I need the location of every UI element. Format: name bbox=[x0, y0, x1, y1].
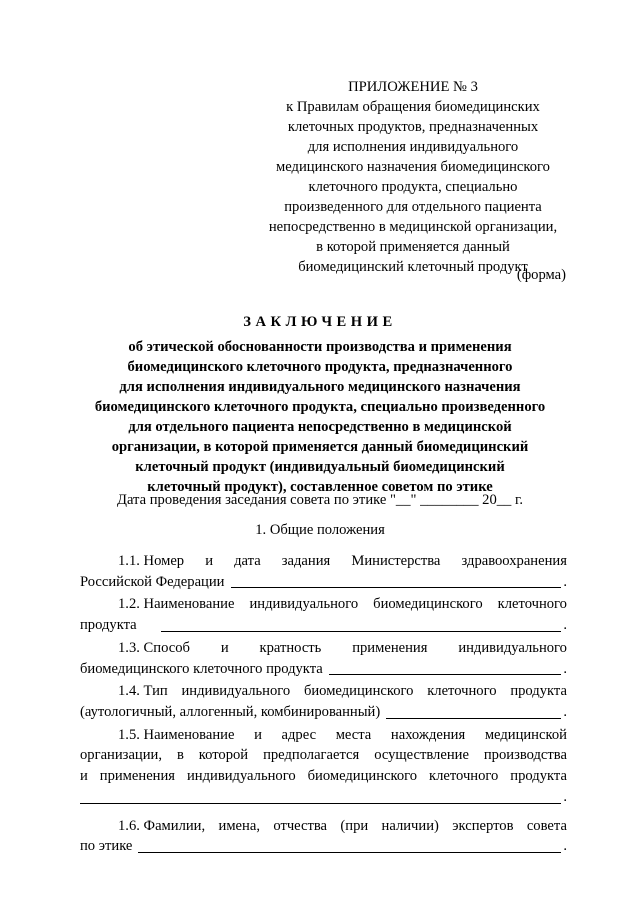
word: производства bbox=[483, 747, 567, 764]
word: организации, bbox=[80, 747, 162, 764]
item-1-4 bbox=[80, 681, 567, 722]
fill-in-line[interactable] bbox=[161, 631, 562, 632]
item-line bbox=[80, 702, 567, 723]
word: клеточного bbox=[429, 768, 499, 785]
word: нахождения bbox=[390, 726, 466, 743]
word: продукта bbox=[510, 768, 567, 785]
appendix-line: к Правилам обращения биомедицинских bbox=[286, 99, 540, 115]
word: продукта bbox=[510, 683, 567, 700]
appendix-line: биомедицинский клеточный продукт bbox=[298, 259, 528, 275]
word: в bbox=[176, 747, 184, 764]
word: (при bbox=[340, 817, 369, 834]
fill-in-line[interactable] bbox=[138, 852, 561, 853]
word: задания bbox=[281, 553, 331, 569]
word: экспертов bbox=[452, 817, 514, 834]
word: медицинской bbox=[484, 726, 567, 743]
word: дата bbox=[234, 553, 261, 569]
appendix-line: непосредственно в медицинской организации, bbox=[268, 219, 558, 235]
form-label: (форма) bbox=[516, 267, 566, 283]
period: . bbox=[563, 703, 567, 720]
fill-in-line[interactable] bbox=[231, 587, 562, 588]
word: и bbox=[254, 726, 262, 743]
word: места bbox=[335, 726, 372, 743]
period: . bbox=[563, 789, 567, 806]
word: биомедицинского bbox=[303, 683, 414, 700]
word: Министерства bbox=[351, 553, 441, 569]
appendix-line: ПРИЛОЖЕНИЕ № 3 bbox=[348, 79, 478, 95]
word: которой bbox=[198, 747, 249, 764]
item-line bbox=[80, 551, 567, 572]
word: кратность bbox=[259, 639, 322, 656]
word: здравоохранения bbox=[461, 553, 567, 569]
item-text: (аутологичный, аллогенный, комбинированный) bbox=[80, 703, 381, 720]
word: применения bbox=[99, 768, 176, 785]
document-title: ЗАКЛЮЧЕНИЕ bbox=[243, 314, 397, 330]
item-1-1 bbox=[80, 551, 567, 592]
subtitle-line: клеточный продукт), составленное советом по этике bbox=[147, 479, 493, 495]
word: 1.2. Наименование bbox=[118, 596, 235, 613]
word: клеточного bbox=[427, 683, 497, 700]
appendix-line: в которой применяется данный bbox=[316, 239, 510, 255]
item-text: по этике bbox=[80, 838, 133, 855]
subtitle-line: биомедицинского клеточного продукта, предназначенного bbox=[127, 359, 513, 375]
subtitle-line: биомедицинского клеточного продукта, специально произведенного bbox=[94, 399, 546, 415]
word: отчества bbox=[273, 817, 328, 834]
word: индивидуального bbox=[458, 639, 567, 656]
appendix-line: произведенного для отдельного пациента bbox=[284, 199, 542, 215]
word: индивидуального bbox=[249, 596, 359, 613]
word: применения bbox=[352, 639, 428, 656]
appendix-line: клеточного продукта, специально bbox=[308, 179, 518, 195]
word: 1.3. Способ bbox=[118, 639, 190, 656]
word: 1.4. Тип bbox=[118, 683, 168, 700]
word: индивидуального bbox=[186, 768, 296, 785]
word: предполагается bbox=[263, 747, 360, 764]
item-text: биомедицинского клеточного продукта bbox=[80, 660, 323, 677]
word: и bbox=[220, 639, 229, 656]
item-1-3 bbox=[80, 638, 567, 679]
appendix-header bbox=[258, 77, 568, 277]
word: биомедицинского bbox=[373, 596, 483, 613]
period: . bbox=[563, 660, 567, 677]
word: имена, bbox=[218, 817, 260, 834]
subtitle-line: организации, в которой применяется данный биомедицинский bbox=[111, 439, 529, 455]
item-1-2 bbox=[80, 594, 567, 635]
appendix-line: медицинского назначения биомедицинского bbox=[276, 159, 550, 175]
subtitle-line: об этической обоснованности производства и применения bbox=[128, 339, 512, 355]
word: клеточного bbox=[497, 596, 567, 613]
item-line bbox=[80, 638, 567, 659]
item-line bbox=[80, 787, 567, 808]
word: и bbox=[205, 553, 214, 569]
fill-in-line[interactable] bbox=[329, 674, 562, 675]
item-line bbox=[80, 572, 567, 593]
item-text: продукта bbox=[80, 617, 137, 634]
word: совета bbox=[526, 817, 567, 834]
word: индивидуального bbox=[181, 683, 291, 700]
word: адрес bbox=[281, 726, 317, 743]
period: . bbox=[563, 617, 567, 634]
item-1-6 bbox=[80, 816, 567, 857]
word: 1.6. Фамилии, bbox=[118, 817, 206, 834]
meeting-date-line: Дата проведения заседания совета по этике "__" ________ 20__ г. bbox=[117, 492, 523, 508]
item-line bbox=[80, 766, 567, 787]
period: . bbox=[563, 838, 567, 855]
appendix-line: для исполнения индивидуального bbox=[307, 139, 519, 155]
appendix-line: клеточных продуктов, предназначенных bbox=[287, 119, 539, 135]
item-line bbox=[80, 615, 567, 636]
fill-in-line[interactable] bbox=[80, 803, 561, 804]
item-line bbox=[80, 681, 567, 702]
item-line bbox=[80, 594, 567, 615]
word: 1.1. Номер bbox=[118, 553, 185, 569]
word: наличии) bbox=[381, 817, 439, 834]
word: и bbox=[80, 768, 88, 785]
document-subtitle bbox=[60, 337, 580, 497]
item-line bbox=[80, 816, 567, 837]
word: 1.5. Наименование bbox=[118, 726, 235, 743]
subtitle-line: для исполнения индивидуального медицинского назначения bbox=[119, 379, 521, 395]
item-line bbox=[80, 836, 567, 857]
item-line bbox=[80, 659, 567, 680]
subtitle-line: для отдельного пациента непосредственно в медицинской bbox=[128, 419, 512, 435]
fill-in-line[interactable] bbox=[386, 718, 561, 719]
item-line bbox=[80, 745, 567, 766]
general-provisions bbox=[80, 551, 567, 859]
subtitle-line: клеточный продукт (индивидуальный биомедицинский bbox=[135, 459, 505, 475]
section-title: 1. Общие положения bbox=[255, 522, 385, 538]
word: биомедицинского bbox=[307, 768, 418, 785]
period: . bbox=[563, 573, 567, 590]
item-1-5 bbox=[80, 725, 567, 808]
word: осуществление bbox=[374, 747, 469, 764]
item-text: Российской Федерации bbox=[80, 573, 225, 590]
item-line bbox=[80, 725, 567, 746]
